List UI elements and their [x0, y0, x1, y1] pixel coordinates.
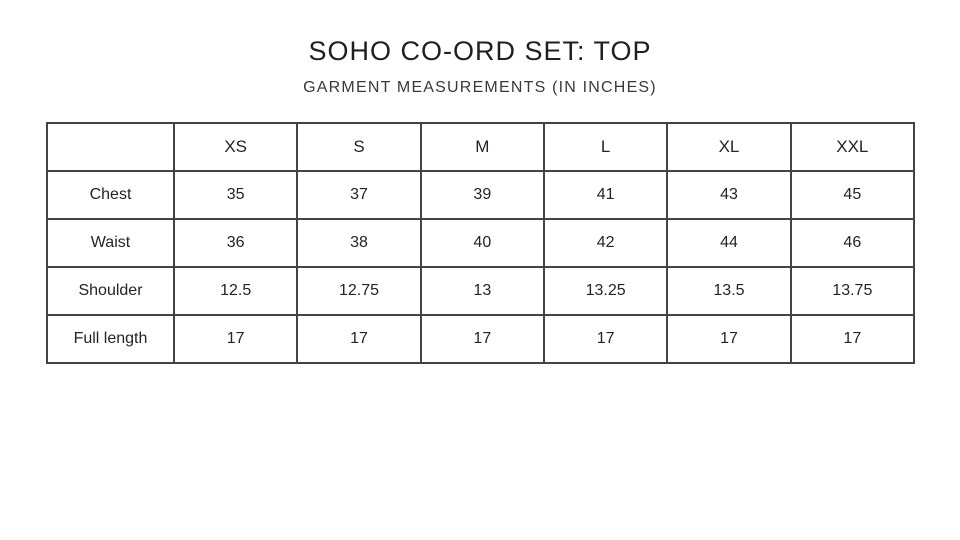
table-row-full-length: [47, 315, 914, 363]
measurement-cell: 44: [667, 219, 790, 267]
size-header-s: S: [297, 123, 420, 171]
row-label: Full length: [47, 315, 174, 363]
measurement-cell: 37: [297, 171, 420, 219]
measurement-cell: 42: [544, 219, 667, 267]
page-title: SOHO CO-ORD SET: TOP: [308, 36, 652, 66]
measurement-cell: 38: [297, 219, 420, 267]
measurement-cell: 43: [667, 171, 790, 219]
measurement-cell: 35: [174, 171, 297, 219]
measurement-cell: 17: [791, 315, 914, 363]
measurement-cell: 12.75: [297, 267, 420, 315]
page-subtitle: GARMENT MEASUREMENTS (IN INCHES): [303, 79, 657, 96]
table-header-row: [47, 123, 914, 171]
measurement-cell: 13.25: [544, 267, 667, 315]
corner-cell: [47, 123, 174, 171]
measurement-cell: 13.75: [791, 267, 914, 315]
measurement-cell: 17: [667, 315, 790, 363]
size-header-l: L: [544, 123, 667, 171]
row-label: Chest: [47, 171, 174, 219]
measurement-cell: 46: [791, 219, 914, 267]
measurement-cell: 13: [421, 267, 544, 315]
row-label: Shoulder: [47, 267, 174, 315]
measurement-cell: 39: [421, 171, 544, 219]
row-label: Waist: [47, 219, 174, 267]
measurement-cell: 17: [421, 315, 544, 363]
measurement-cell: 45: [791, 171, 914, 219]
table-row-waist: [47, 219, 914, 267]
measurement-cell: 36: [174, 219, 297, 267]
measurement-cell: 13.5: [667, 267, 790, 315]
measurement-cell: 17: [174, 315, 297, 363]
measurement-cell: 40: [421, 219, 544, 267]
size-header-m: M: [421, 123, 544, 171]
size-header-xl: XL: [667, 123, 790, 171]
table-row-shoulder: [47, 267, 914, 315]
size-header-xxl: XXL: [791, 123, 914, 171]
table-row-chest: [47, 171, 914, 219]
garment-measurements-table: [46, 122, 915, 364]
measurement-cell: 17: [297, 315, 420, 363]
measurement-cell: 41: [544, 171, 667, 219]
measurement-cell: 17: [544, 315, 667, 363]
measurement-cell: 12.5: [174, 267, 297, 315]
size-header-xs: XS: [174, 123, 297, 171]
